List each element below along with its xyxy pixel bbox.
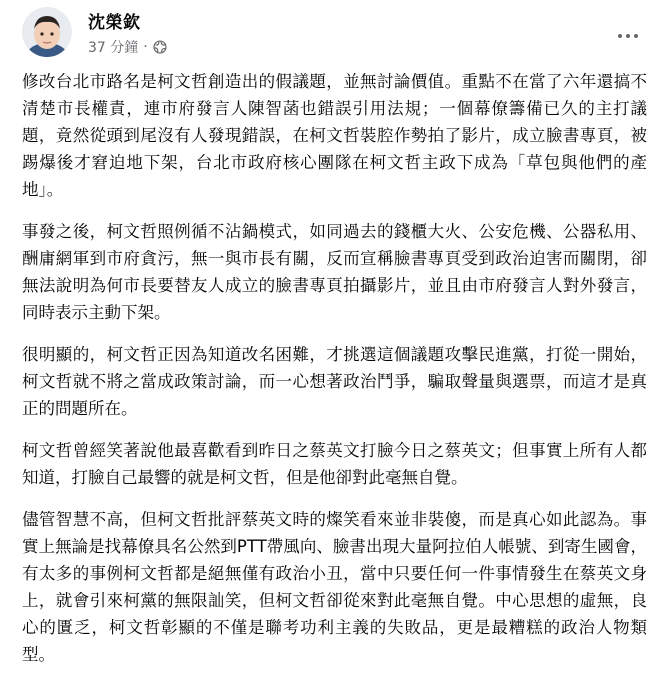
post-paragraph: 修改台北市路名是柯文哲創造出的假議題，並無討論價值。重點不在當了六年還搞不清楚市長權責，連市府發言人陳智菡也錯誤引用法規；一個幕僚籌備已久的主打議題，竟然從頭到尾沒有人發現錯誤，在柯文哲裝腔作勢拍了影片，成立臉書專頁，被踢爆後才窘迫地下架，台北市政府核心團隊在柯文哲主政下成為「草包與他們的產地」。 xyxy=(22,72,647,199)
post-paragraph: 很明顯的，柯文哲正因為知道改名困難，才挑選這個議題攻擊民進黨，打從一開始，柯文哲就不將之當成政策討論，而一心想著政治鬥爭，騙取聲量與選票，而這才是真正的問題所在。 xyxy=(22,345,647,418)
post-body xyxy=(22,68,647,683)
post-paragraph: 儘管智慧不高，但柯文哲批評蔡英文時的燦笑看來並非裝傻，而是真心如此認為。事實上無論是找幕僚具名公然到PTT帶風向、臉書出現大量阿拉伯人帳號、到寄生國會，有太多的事例柯文哲都是絕無僅有政治小丑，當中只要任何一件事情發生在蔡英文身上，就會引來柯黨的無限訕笑，但柯文哲卻從來對此毫無自覺。中心思想的虛無，良心的匱乏，柯文哲彰顯的不僅是聯考功利主義的失敗品，更是最糟糕的政治人物類型。 xyxy=(22,510,647,664)
avatar-photo xyxy=(22,7,72,57)
post-paragraph: 事發之後，柯文哲照例循不沾鍋模式，如同過去的錢櫃大火、公安危機、公器私用、酬庸網軍到市府貪污，無一與市長有關，反而宣稱臉書專頁受到政治迫害而關閉，卻無法說明為何市長要替友人成立的臉書專頁拍攝影片，並且由市府發言人對外發言，同時表示主動下架。 xyxy=(22,222,647,322)
post-timestamp[interactable]: 37 分鐘 xyxy=(88,40,139,56)
post-meta xyxy=(88,37,167,57)
more-options-icon-dot xyxy=(626,34,630,38)
avatar[interactable] xyxy=(22,7,72,57)
globe-icon[interactable] xyxy=(153,40,167,54)
author-name[interactable]: 沈榮欽 xyxy=(88,13,141,33)
more-options-icon xyxy=(618,34,622,38)
more-options-icon-dot xyxy=(634,34,638,38)
meta-separator: · xyxy=(143,39,148,55)
post-header xyxy=(0,0,666,70)
more-options-button[interactable] xyxy=(610,18,646,54)
post-paragraph: 柯文哲曾經笑著說他最喜歡看到昨日之蔡英文打臉今日之蔡英文；但事實上所有人都知道，打臉自己最響的就是柯文哲，但是他卻對此毫無自覺。 xyxy=(22,441,647,487)
